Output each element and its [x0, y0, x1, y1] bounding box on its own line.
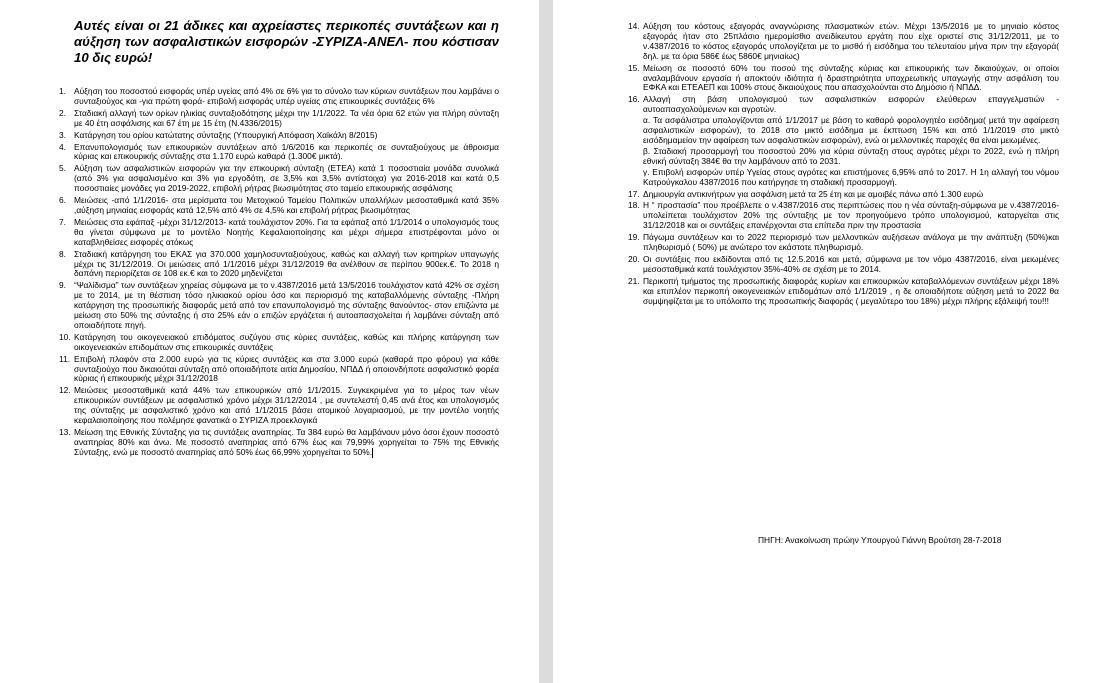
list-item: [59, 385, 499, 426]
item-number: 14.: [628, 21, 640, 31]
item-text: Μειώσεις μεσοσταθμικά κατά 44% των επικουρικών από 1/1/2015. Συγκεκριμένα για το μέρος των νέων επικουρικών συντάξεων με ασφαλιστικό χρόνο μέχρι 31/12/2014 , με συντελεστή 0,45 ανά έτος και υπολογισμός της σύνταξης με ασφαλιστικό χρόνο και από 1/1/2015 βάσει ατομικού λογαριασμού, με την μοντέλο νοητής κεφαλαιοποίησης που πολέμησε φανατικά ο ΣΥΡΙΖΑ προεκλογικά: [74, 385, 499, 426]
item-text: “Ψαλίδισμα” των συντάξεων χηρείας σύμφωνα με το ν.4387/2016 μετά 13/5/2016 τουλάχιστον κατά 42% σε σχέση με το 2014, με τη θέσπιση τόσο ηλικιακού ορίου όσο και περιορισμό της καταβαλλόμενης σύνταξης -Πλήρη κατάργηση της προσωπικής διαφοράς μετά από τον επανυπολογισμό της σύνταξης θανούντος- στον επιζώντα με μείωση στο 50% της σύνταξης ή στο 25% εάν ο επιζών εργάζεται ή αυτοαπασχολείται ή λαμβάνει σύνταξη από οποιαδήποτε πηγή.: [74, 280, 499, 330]
list-item: [59, 141, 499, 163]
item-number: 6.: [59, 195, 66, 206]
item-number: 16.: [628, 94, 640, 105]
item-number: 3.: [59, 129, 66, 140]
item-number: 10.: [59, 331, 71, 342]
document-page-right: [553, 0, 1099, 683]
list-item: [59, 331, 499, 353]
sub-item: α. Τα ασφάλιστρα υπολογίζονται από 1/1/2017 με βάση το καθαρό φορολογητέο εισόδημα( μετά την αφαίρεση ασφαλιστικών εισφορών), το 2018 στο μικτό εισόδημα με έκπτωση 15% και από 1/1/2019 στο μικτό εισόδημαμείον την αφαίρεση των ασφαλιστικών εισφορών), ενώ οι μελλοντικές παροχές θα είναι μειωμένες.: [643, 115, 1059, 145]
item-text: Πάγωμα συντάξεων και το 2022 περιορισμό των μελλοντικών αυξήσεων ανάλογα με την ανάπτυξη (50%)και πληθωρισμό ( 50%) με ανώτερο τον εκάστοτε πληθωρισμό.: [643, 232, 1059, 253]
item-text: Επανυπολογισμός των επικουρικών συντάξεων από 1/6/2016 και περικοπές σε συνταξιούχους με άθροισμα κύριας και επικουρικής σύνταξης στα 1.170 ευρώ καθαρά (1.300€ μικτά).: [74, 141, 499, 162]
item-text: Οι συντάξεις που εκδίδονται από τις 12.5.2016 και μετά, σύμφωνα με τον νόμο 4387/2016, είναι μειωμένες μεσοσταθμικά κατά τουλάχιστον 35%-40% σε σχέση με το 2014.: [643, 253, 1059, 274]
list-item: [628, 62, 1059, 94]
item-number: 9.: [59, 280, 66, 291]
item-number: 17.: [628, 188, 640, 199]
item-number: 18.: [628, 200, 640, 211]
item-text: Η “ προστασία” που προέβλεπε ο ν.4387/2016 στις περιπτώσεις που η νέα σύνταξη-σύμφωνα με ν.4387/2016- υπολείπεται τουλάχιστον 20% της σύνταξης με τον προηγούμενο τρόπο υπολογισμού, καταργείται στις 31/12/2018 και οι συντάξεις επανέρχονται στα επίπεδα πριν την προστασία: [643, 200, 1059, 231]
item-number: 1.: [59, 86, 66, 96]
item-number: 12.: [59, 385, 71, 396]
sub-item: β. Σταδιακή προσαρμογή του ποσοστού 20% για κύρια σύνταξη στους αγρότες μέχρι το 2022, ενώ η πλήρη εθνική σύνταξη 384€ θα την λαμβάνουν από το 2031.: [643, 145, 1059, 166]
item-text: Σταδιακή αλλαγή των ορίων ηλικίας συνταξιοδότησης μέχρι την 1/1/2022. Τα νέα όρια 62 ετών για πλήρη σύνταξη με 40 έτη ασφάλισης και 67 έτη με 15 έτη (Ν.4336/2015): [74, 107, 499, 128]
item-number: 21.: [628, 275, 640, 286]
item-number: 2.: [59, 107, 66, 118]
item-number: 11.: [59, 353, 71, 364]
list-item: [628, 200, 1059, 231]
item-number: 7.: [59, 216, 66, 227]
list-item: [59, 280, 499, 331]
item-text: Επιβολή πλαφόν στα 2.000 ευρώ για τις κύριες συντάξεις και στα 3.000 ευρώ (καθαρά προ φόρου) για κάθε συνταξιούχο που δικαιούται σύνταξη από οποιαδήποτε αιτία Δημοσίου, ΝΠΔΔ ή οποιονδήποτε ασφαλιστικό φορέα κύριας ή επικουρικής μέχρι 31/12/2018: [74, 353, 499, 384]
item-text: Κατάργηση του ορίου κατώτατης σύνταξης (Υπουργική Απόφαση Χαϊκάλη 8/2015): [74, 129, 378, 140]
list-item: [628, 232, 1059, 253]
item-text: Αύξηση του ποσοστού εισφοράς υπέρ υγείας από 4% σε 6% για το σύνολο των κύριων συντάξεων που λαμβάνει ο συνταξιούχος και -για πρώτη φορά- επιβολή εισφοράς υπέρ υγείας στις επικουρικές συντάξεις 6%: [74, 86, 499, 106]
item-text: Κατάργηση του οικογενειακού επιδόματος συζύγου στις κύριες συντάξεις, καθώς και πλήρης κατάργηση των οικογενειακών επιδομάτων στις επικουρικές συντάξεις: [74, 331, 499, 352]
list-item: [59, 216, 499, 248]
cuts-list-right: [628, 21, 1059, 306]
item-text: Αλλαγή στη βάση υπολογισμού των ασφαλιστικών εισφορών ελεύθερων επαγγελματιών - αυτοαπασχολούμενων και αγροτών.: [643, 94, 1059, 115]
list-item: [59, 163, 499, 194]
item-text: Αύξηση των ασφαλιστικών εισφορών για την επικουρική σύνταξη (ΕΤΕΑ) κατά 1 ποσοστιαία μονάδα συνολικά (από 3% για ασφαλισμένο και 3% για εργοδότη, σε 3,5% και 3,5% αντίστοιχα) για 2016-2018 και κατά 0,5 ποσοστιαίες μονάδες για 2019-2022, επιβολή ρήτρας βιωσιμότητας στο ταμείο επικουρικής ασφάλισης: [74, 163, 499, 194]
item-number: 8.: [59, 248, 66, 259]
list-item: [59, 129, 499, 141]
item-number: 15.: [628, 62, 640, 73]
source-note: ΠΗΓΗ: Ανακοίνωση πρώην Υπουργού Γιάννη Βρούτση 28-7-2018: [758, 535, 1002, 545]
item-number: 20.: [628, 253, 640, 264]
text-cursor: [372, 448, 373, 458]
list-item: [59, 107, 499, 129]
item-number: 13.: [59, 427, 71, 437]
list-item: [59, 353, 499, 385]
item-number: 4.: [59, 141, 66, 152]
item-text: Σταδιακή κατάργηση του ΕΚΑΣ για 370.000 χαμηλοσυνταξιούχους, καθώς και αλλαγή των κριτηρίων υπαγωγής μέχρι τις 31/12/2019. Οι μειώσεις από 1/1/2016 μέχρι 31/12/2019 θα ανέλθουν σε περίπου 900εκ.€. Το 2018 η δαπάνη περιορίζεται σε 108 εκ.€ και το 2020 μηδενίζεται: [74, 248, 499, 279]
list-item: [628, 188, 1059, 200]
list-item: [59, 427, 499, 458]
item-number: 19.: [628, 232, 640, 243]
list-item: [628, 21, 1059, 62]
list-item: [59, 195, 499, 216]
item-text: Αύξηση του κόστους εξαγοράς αναγνώρισης πλασματικών ετών. Μέχρι 13/5/2016 με το μηνιαίο κόστος εξαγοράς ήταν στο 25πλάσιο ημερομίσθιο ανειδίκευτου εργάτη που είχε οριστεί στις 31/12/2011, με το ν.4387/2016 το κόστος εξαγοράς υπολογίζεται με το μισθό ή εισόδημα του τελευταίου μήνα πριν την εξαγορά( δηλ. με τα όρια 586€ έως 5860€ μηνιαίως): [643, 21, 1059, 61]
item-text: Μείωση σε ποσοστό 60% του ποσού της σύνταξης κύριας και επικουρικής των δικαιούχων, οι οποίοι αναλαμβάνουν εργασία ή αποκτούν ιδιότητα ή δραστηριότητα υποχρεωτικής υπαγωγής στην ασφάλιση του ΕΦΚΑ και ΕΤΕΑΕΠ και 100% στους δικαιούχους που απασχολούνται στο Δημόσιο ή ΝΠΔΔ.: [643, 62, 1059, 93]
page-title: Αυτές είναι οι 21 άδικες και αχρείαστες περικοπές συντάξεων και η αύξηση των ασφαλιστικών εισφορών -ΣΥΡΙΖΑ-ΑΝΕΛ- που κόστισαν 10 δις ευρώ!: [74, 18, 499, 65]
item-text: Μείωση της Εθνικής Σύνταξης για τις συντάξεις αναπηρίας. Τα 384 ευρώ θα λαμβάνουν μόνο όσοι έχουν ποσοστό αναπηρίας 80% και άνω. Με ποσοστό αναπηρίας από 67% έως και 79,99% χορηγείται το 75% της Εθνικής Σύνταξης, ενώ με ποσοστό αναπηρίας από 50% έως 66,99% χορηγείται το 50%.: [74, 427, 499, 458]
item-text: Μειώσεις -από 1/1/2016- στα μερίσματα του Μετοχικού Ταμείου Πολιτικών υπαλλήλων μεσοσταθμικά κατά 35% ,αύξηση μηνιαίας εισφοράς κατά 12,5% από 4% σε 4,5% και επιβολή ρήτρας βιωσιμότητας: [74, 195, 499, 215]
item-number: 5.: [59, 163, 66, 174]
cuts-list-left: [59, 86, 499, 458]
item-text: Δημιουργία αντικινήτρων για ασφάλιση μετά τα 25 έτη και με αμοιβές πάνω από 1.300 ευρώ: [643, 188, 984, 199]
list-item: [59, 248, 499, 280]
document-page-left: [0, 0, 539, 683]
sub-item: γ. Επιβολή εισφορών υπέρ Υγείας στους αγρότες και επιστήμονες 6,95% από το 2017. Η 1η αλλαγή του νόμου Κατρούγκαλου 4387/2016 που κατήργησε τη σταδιακή προσαρμογή.: [643, 166, 1059, 187]
item-text: Περικοπή τμήματος της προσωπικής διαφοράς κυρίων και επικουρικών καταβαλλόμενων συντάξεων μέχρι 18% και επιπλέον περικοπή οικογενειακών επιδομάτων από 1/1/2019 , η δε οποιαδήποτε αύξηση μετά το 2022 θα συμψηφίζεται με το υπόλοιπο της προσωπικής διαφοράς ( μεγαλύτερο του 18%) μέχρι πλήρης εξάλειψή του!!!: [643, 275, 1059, 306]
list-item: [628, 275, 1059, 307]
item-text: Μειώσεις στα εφάπαξ -μέχρι 31/12/2013- κατά τουλάχιστον 20%. Για τα εφάπαξ από 1/1/2014 ο υπολογισμός τους θα γίνεται σύμφωνα με το μοντέλο Νοητής Κεφαλαιοποίησης και μέχρι σήμερα επιστρέφονται μόνο οι καταβληθείσες εισφορές ατόκως: [74, 216, 499, 247]
list-item: [628, 253, 1059, 275]
list-item: [628, 94, 1059, 187]
list-item: [59, 86, 499, 107]
